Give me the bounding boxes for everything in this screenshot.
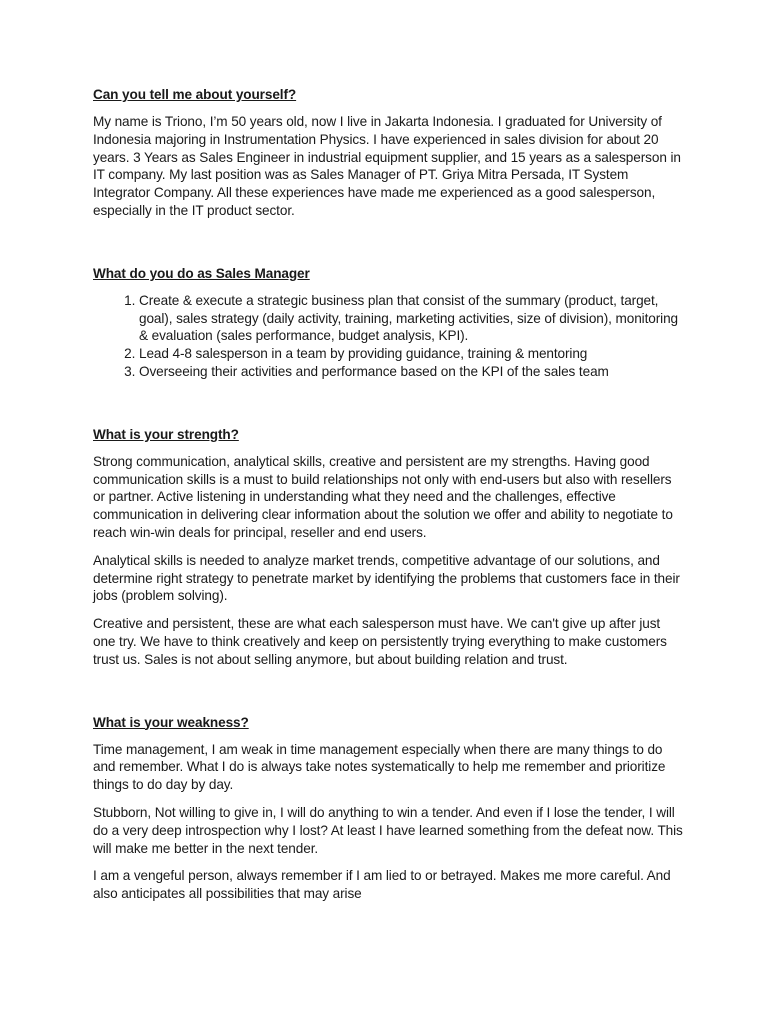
paragraph-strength-1: Strong communication, analytical skills, creative and persistent are my strengths. Having good communication skills is a must to build relationships not only with end-users but also with resellers or partner. Active listening in understanding what they need and the challenges, effective communication in delivering clear information about the solution we offer and ability to negotiate to reach win-win deals for principal, reseller and end users. bbox=[93, 453, 673, 540]
section-spacer bbox=[93, 230, 683, 265]
list-item: 3. Overseeing their activities and performance based on the KPI of the sales team bbox=[139, 363, 683, 381]
paragraph-weakness-1: Time management, I am weak in time management especially when there are many things to do and remember. What I do is always take notes systematically to help me remember and prioritize things to do day by day. bbox=[93, 741, 666, 793]
paragraph-strength-2: Analytical skills is needed to analyze market trends, competitive advantage of our solutions, and determine right strategy to penetrate market by identifying the problems that customers face in their jobs (problem solving). bbox=[93, 552, 680, 604]
section-heading-about-yourself: Can you tell me about yourself? bbox=[93, 87, 297, 102]
list-item: 1. Create & execute a strategic business plan that consist of the summary (product, target, goal), sales strategy (daily activity, training, marketing activities, size of division), monitoring & evaluation (sales performance, budget analysis, KPI). bbox=[139, 292, 683, 345]
section-spacer bbox=[93, 679, 683, 714]
paragraph-about-yourself: My name is Triono, I’m 50 years old, now I live in Jakarta Indonesia. I graduated for University of Indonesia majoring in Instrumentation Physics. I have experienced in sales division for about 20 years. 3 Years as Sales Engineer in industrial equipment supplier, and 15 years as a salesperson in IT company. My last position was as Sales Manager of PT. Griya Mitra Persada, IT System Integrator Company. All these experiences have made me experienced as a good salesperson, especially in the IT product sector. bbox=[93, 114, 681, 218]
section-heading-strength: What is your strength? bbox=[93, 426, 239, 442]
paragraph-weakness-3: I am a vengeful person, always remember if I am lied to or betrayed. Makes me more careful. And also anticipates all possibilities that may arise bbox=[93, 868, 671, 902]
paragraph-strength-3: Creative and persistent, these are what each salesperson must have. We can't give up after just one try. We have to think creatively and keep on persistently trying everything to make customers trust us. Sales is not about selling anymore, but about building relation and trust. bbox=[93, 616, 667, 667]
document-page bbox=[93, 86, 683, 913]
sales-manager-duties-list bbox=[93, 292, 683, 381]
section-heading-sales-manager: What do you do as Sales Manager bbox=[93, 265, 310, 281]
paragraph-weakness-2: Stubborn, Not willing to give in, I will do anything to win a tender. And even if I lose the tender, I will do a very deep introspection why I lost? At least I have learned something from the defeat now. This will make me better in the next tender. bbox=[93, 804, 683, 856]
section-spacer bbox=[93, 381, 683, 426]
section-heading-weakness: What is your weakness? bbox=[93, 714, 249, 730]
list-item: 2. Lead 4-8 salesperson in a team by providing guidance, training & mentoring bbox=[139, 345, 683, 363]
